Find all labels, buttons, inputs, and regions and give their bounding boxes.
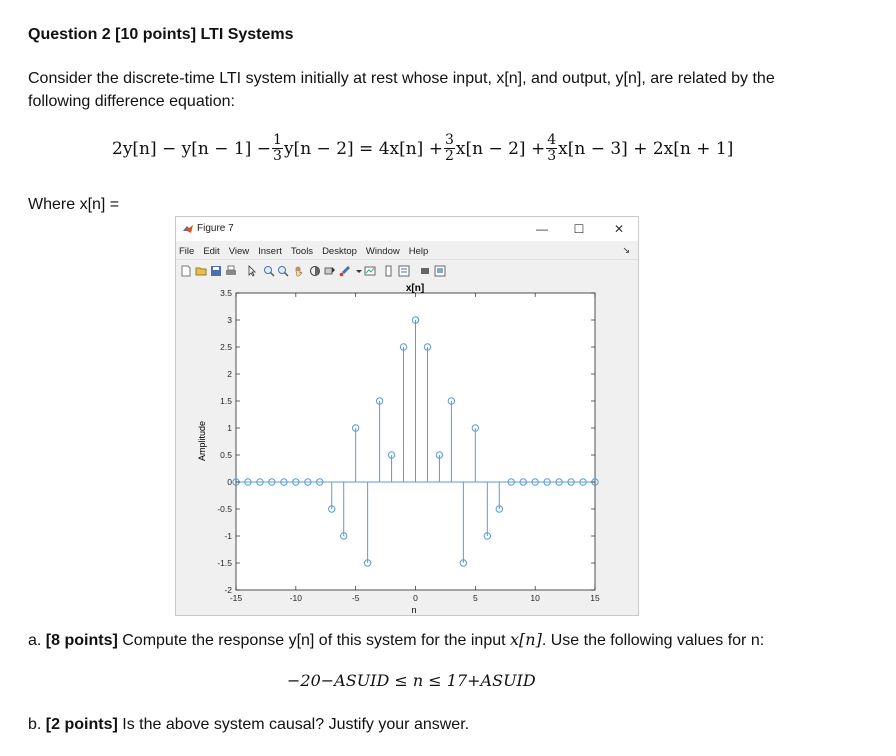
part-a-variable: x[n] — [510, 630, 542, 649]
y-tick-label: 0.5 — [220, 450, 232, 460]
open-file-icon[interactable] — [195, 265, 207, 277]
part-a-text-2: . Use the following values for n: — [541, 632, 765, 649]
print-icon[interactable] — [225, 265, 237, 277]
part-b-label: b. — [28, 716, 42, 733]
part-a-points: [8 points] — [45, 632, 118, 649]
show-plot-tools-icon[interactable] — [434, 265, 446, 277]
maximize-button[interactable]: ☐ — [573, 222, 585, 236]
figure-titlebar[interactable] — [176, 217, 638, 241]
fraction-denominator: 3 — [273, 148, 282, 164]
y-tick-label: -1.5 — [217, 558, 232, 568]
question-title: Question 2 [10 points] LTI Systems — [28, 26, 294, 43]
y-tick-label: 0 — [227, 477, 232, 487]
y-tick-label: 3 — [227, 315, 232, 325]
x-tick-label: 10 — [530, 593, 540, 603]
fraction-numerator: 4 — [547, 132, 557, 148]
figure-title: Figure 7 — [197, 223, 234, 234]
legend-icon[interactable] — [398, 265, 410, 277]
hide-plot-tools-icon[interactable] — [419, 265, 431, 277]
fraction-numerator: 3 — [444, 132, 454, 148]
equation-term-1: 2y[n] − y[n − 1] − — [112, 138, 272, 159]
zoom-in-icon[interactable] — [263, 265, 275, 277]
plot-title: x[n] — [405, 283, 425, 294]
data-cursor-icon[interactable] — [324, 265, 336, 277]
y-axis-label: Amplitude — [197, 420, 207, 462]
fraction-numerator: 1 — [273, 132, 282, 148]
x-tick-label: -15 — [229, 593, 243, 603]
part-b-text: Is the above system causal? Justify your answer. — [122, 716, 470, 733]
stem-plot — [176, 281, 638, 615]
link-plot-icon[interactable] — [364, 265, 376, 277]
y-tick-label: 2 — [227, 369, 232, 379]
x-tick-label: 5 — [472, 593, 478, 603]
figure-toolbar — [176, 259, 638, 282]
menu-tools[interactable]: Tools — [290, 246, 314, 257]
close-button[interactable]: ✕ — [613, 222, 625, 236]
y-tick-label: 2.5 — [220, 342, 232, 352]
y-tick-label: 3.5 — [220, 288, 232, 298]
y-tick-label: -0.5 — [217, 504, 232, 514]
minimize-button[interactable]: — — [536, 222, 548, 236]
equation-term-3: x[n − 2] + — [455, 138, 546, 159]
where-x-label: Where x[n] = — [28, 196, 120, 213]
y-tick-label: 1.5 — [220, 396, 232, 406]
dock-arrow-button[interactable]: ↘ — [622, 245, 630, 255]
pan-hand-icon[interactable] — [293, 265, 305, 277]
menu-help[interactable]: Help — [408, 246, 429, 257]
menu-edit[interactable]: Edit — [203, 246, 220, 257]
part-a — [28, 630, 764, 650]
part-b — [28, 716, 469, 734]
matlab-logo-icon — [182, 223, 194, 235]
question-intro: Consider the discrete-time LTI system initially at rest whose input, x[n], and output, y[n], are related by the following difference equation: — [28, 70, 775, 110]
n-range-expression: −20−ASUID ≤ n ≤ 17+ASUID — [287, 671, 536, 690]
x-tick-label: -10 — [289, 593, 302, 603]
save-icon[interactable] — [210, 265, 222, 277]
y-tick-label: -2 — [224, 585, 232, 595]
part-b-points: [2 points] — [45, 716, 118, 733]
part-a-label: a. — [28, 632, 42, 649]
fraction-one-third — [272, 133, 283, 164]
figure-menubar — [176, 241, 638, 259]
x-tick-label: 15 — [590, 593, 600, 603]
colorbar-icon[interactable] — [383, 265, 395, 277]
rotate-3d-icon[interactable] — [309, 265, 321, 277]
equation-term-2: y[n − 2] = 4x[n] + — [283, 138, 443, 159]
menu-window[interactable]: Window — [365, 246, 400, 257]
zoom-out-icon[interactable] — [277, 265, 289, 277]
fraction-denominator: 2 — [444, 148, 454, 164]
menu-view[interactable]: View — [228, 246, 250, 257]
fraction-denominator: 3 — [547, 148, 557, 164]
menu-file[interactable]: File — [179, 246, 195, 257]
menu-desktop[interactable]: Desktop — [322, 246, 357, 257]
x-tick-label: 0 — [413, 593, 418, 603]
fraction-four-thirds — [546, 133, 557, 164]
x-axis-label: n — [411, 605, 417, 615]
brush-icon[interactable] — [339, 265, 351, 277]
y-tick-label: -1 — [224, 531, 232, 541]
pointer-icon[interactable] — [246, 265, 258, 277]
new-figure-icon[interactable] — [180, 265, 192, 277]
matlab-figure-window — [175, 216, 639, 616]
fraction-three-halves — [444, 133, 455, 164]
menu-insert[interactable]: Insert — [258, 246, 282, 257]
y-tick-label: 1 — [227, 423, 232, 433]
part-a-text: Compute the response y[n] of this system for the input — [122, 632, 506, 649]
x-tick-label: -5 — [351, 593, 360, 603]
difference-equation — [112, 133, 733, 164]
equation-term-4: x[n − 3] + 2x[n + 1] — [558, 138, 734, 159]
